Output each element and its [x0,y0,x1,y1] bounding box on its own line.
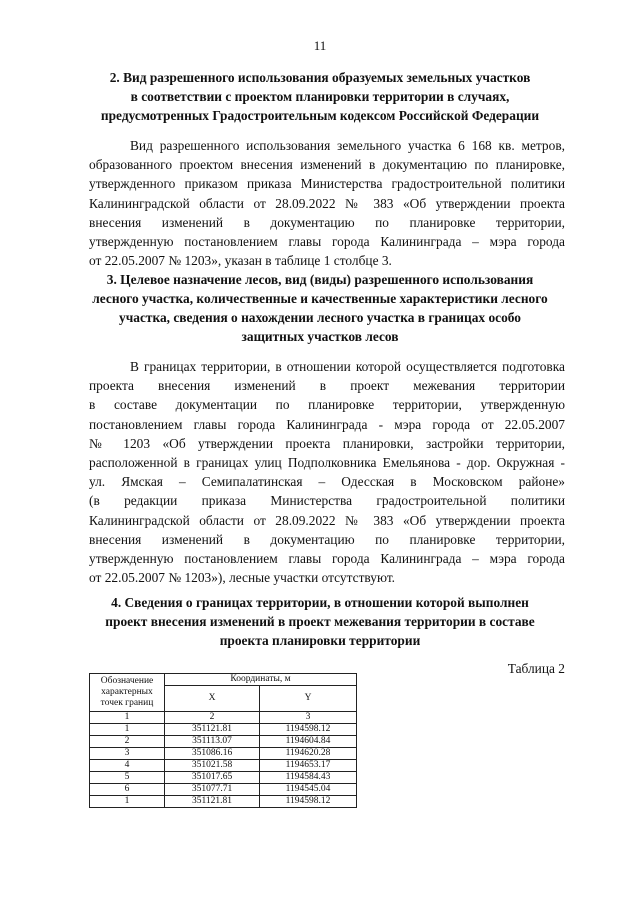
y-cell: 1194598.12 [260,796,357,808]
x-cell: 351113.07 [165,736,260,748]
section-3-line: постановлением главы города Калининграда - мэра города от 22.05.2007 [89,416,565,432]
point-cell: 1 [90,724,165,736]
section-4-heading-line: проект внесения изменений в проект межевания территории в составе [105,614,535,629]
table-row [90,784,357,796]
y-cell: 1194598.12 [260,724,357,736]
section-2-line: Калининградской области от 28.09.2022 № 383 «Об утверждении проекта [89,195,565,211]
column-number: 2 [165,712,260,724]
section-3-line: утвержденную постановлением главы города Калининграда – мэра города [89,551,565,567]
x-cell: 351017.65 [165,772,260,784]
section-3-heading-line: 3. Целевое назначение лесов, вид (виды) разрешенного использования [106,272,534,287]
page-number: 11 [313,38,327,53]
section-3-heading [78,270,562,346]
y-cell: 1194620.28 [260,748,357,760]
y-cell: 1194584.43 [260,772,357,784]
section-3-heading-line: защитных участков лесов [241,329,399,344]
section-2-line: утвержденную постановлением главы города Калининграда – мэра города [89,234,565,250]
section-3-line: от 22.05.2007 № 1203»), лесные участки отсутствуют. [89,570,396,586]
x-cell: 351121.81 [165,724,260,736]
section-2-body [89,136,565,270]
section-2-heading-line: в соответствии с проектом планировки территории в случаях, [130,89,510,104]
section-2-line: образованного проектом внесения изменений в документацию по планировке, [89,157,565,173]
y-cell: 1194653.17 [260,760,357,772]
section-3-line: расположенной в границах улиц Подполковника Емельянова - дор. Окружная - [89,455,565,471]
point-cell: 4 [90,760,165,772]
section-3-line: № 1203 «Об утверждении проекта планировки, застройки территории, [89,435,565,451]
section-4-heading-line: проекта планировки территории [219,633,421,648]
table-row [90,760,357,772]
section-2-line: утвержденного приказом приказа Министерства градостроительной политики [89,176,565,192]
column-number: 1 [90,712,165,724]
section-3-line: Калининградской области от 28.09.2022 № 383 «Об утверждении проекта [89,512,565,528]
point-cell: 5 [90,772,165,784]
section-3-line: В границах территории, в отношении которой осуществляется подготовка [130,359,565,374]
section-2-line: Вид разрешенного использования земельного участка 6 168 кв. метров, [130,138,565,153]
x-cell: 351077.71 [165,784,260,796]
point-cell: 3 [90,748,165,760]
table-row [90,736,357,748]
x-cell: 351021.58 [165,760,260,772]
section-3-line: в составе документации по планировке территории, утвержденную [89,397,565,413]
section-3-heading-line: лесного участка, количественные и качественные характеристики лесного [92,291,548,306]
section-4-heading [78,593,562,650]
table-row [90,772,357,784]
section-3-body [89,357,565,587]
section-4-heading-line: 4. Сведения о границах территории, в отношении которой выполнен [111,595,529,610]
column-number: 3 [260,712,357,724]
table-row [90,724,357,736]
section-2-line: от 22.05.2007 № 1203», указан в таблице 1 столбце 3. [89,253,392,269]
table-caption: Таблица 2 [507,661,565,676]
table-row [90,796,357,808]
section-2-heading-line: 2. Вид разрешенного использования образуемых земельных участков [109,70,531,85]
section-3-line: проекта внесения изменений в проект межевания территории [89,378,565,394]
section-2-line: внесения изменений в документацию по планировке территории, [89,214,565,230]
section-2-heading [78,68,562,125]
point-cell: 1 [90,796,165,808]
y-cell: 1194545.04 [260,784,357,796]
header-x: X [165,686,260,712]
section-2-heading-line: предусмотренных Градостроительным кодексом Российской Федерации [100,108,540,123]
section-3-line: (в редакции приказа Министерства градостроительной политики [89,493,565,509]
point-cell: 6 [90,784,165,796]
coordinates-table [89,673,357,808]
section-3-heading-line: участка, сведения о нахождении лесного участка в границах особо [119,310,521,325]
table-row [90,748,357,760]
section-3-line: ул. Ямская – Семипалатинская – Одесская в Московском районе» [89,474,565,490]
header-y: Y [260,686,357,712]
y-cell: 1194604.84 [260,736,357,748]
x-cell: 351086.16 [165,748,260,760]
point-cell: 2 [90,736,165,748]
header-coordinates: Координаты, м [165,674,357,686]
header-point-label: Обозначение характерных точек границ [90,674,165,712]
section-3-line: внесения изменений в документацию по планировке территории, [89,531,565,547]
x-cell: 351121.81 [165,796,260,808]
